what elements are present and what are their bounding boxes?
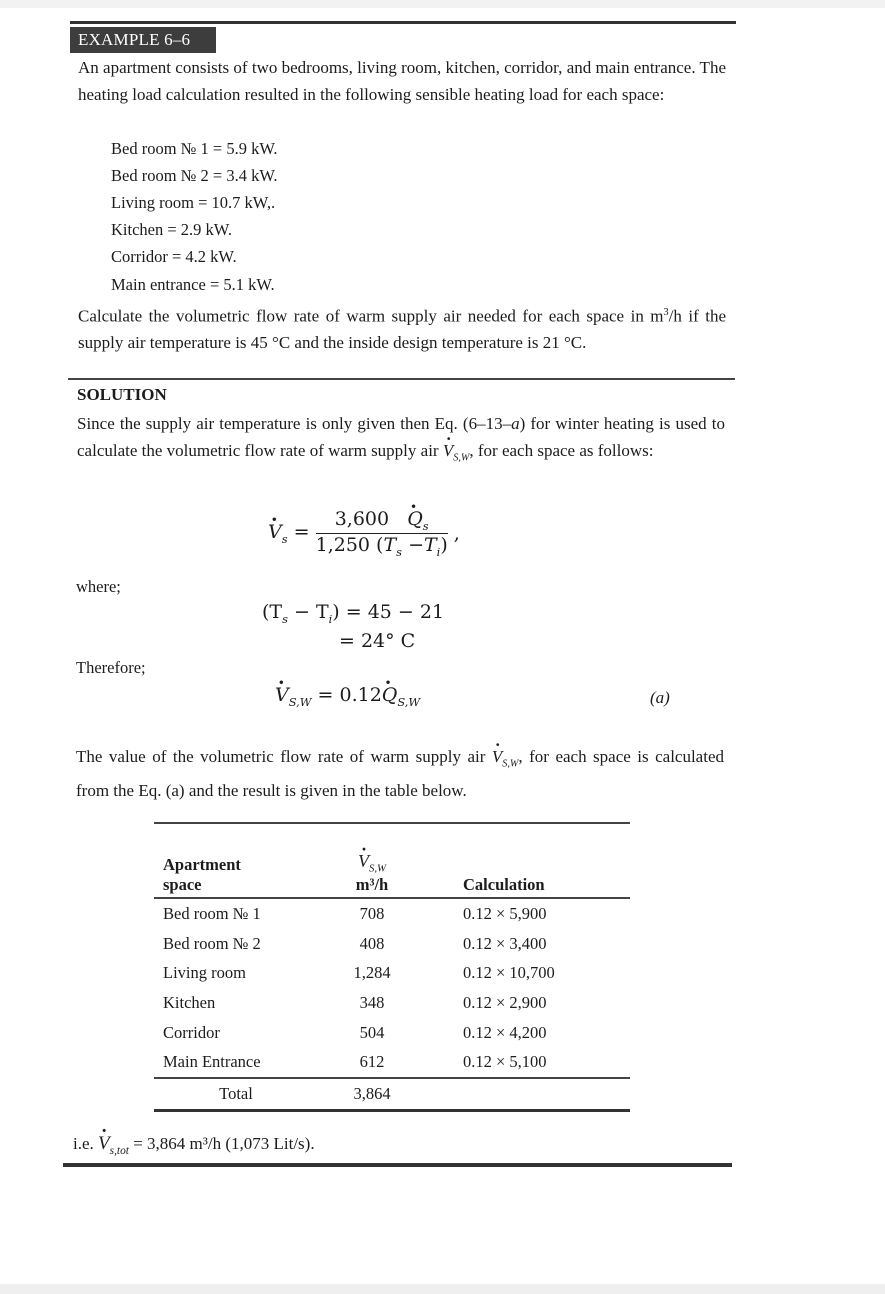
table-total-row: [154, 1079, 630, 1109]
header-flow: · $V_{S,W}$ m³/h: [309, 825, 435, 897]
load-item: Main entrance = 5.1 kW.: [111, 275, 275, 294]
table-top-rule: [154, 822, 630, 824]
example-intro: An apartment consists of two bedrooms, living room, kitchen, corridor, and main entrance. The heating load calculation resulted in the following sensible heating load for each space:: [78, 58, 726, 104]
flow-equation-a: · $V_{S,W} = 0.12\cdot Q_{S,W}$: [275, 684, 420, 709]
where-label: where;: [76, 577, 121, 596]
result-text-a: The value of the volumetric flow rate of warm supply air: [76, 747, 486, 766]
load-item: Corridor = 4.2 kW.: [111, 247, 237, 266]
solution-text-b: ) for winter heating is used to calculate the volumetric flow rate of warm supply air: [77, 414, 725, 460]
top-edge: [0, 0, 885, 8]
therefore-label: Therefore;: [76, 658, 146, 677]
table-row: Corridor 504 0.12 × 4,200: [163, 1022, 547, 1042]
results-table: [154, 825, 630, 1112]
load-item: Kitchen = 2.9 kW.: [111, 220, 232, 239]
header-space: Apartment space: [163, 855, 241, 894]
temperature-difference-line2: = 24° C: [339, 630, 416, 652]
load-item: Bed room № 1 = 5.9 kW.: [111, 139, 278, 158]
example-question: [78, 300, 726, 357]
eq1-comma: ,: [453, 522, 460, 545]
bottom-edge: [0, 1284, 885, 1294]
question-part-a: Calculate the volumetric flow rate of warm supply air needed for each space in m: [78, 306, 664, 326]
load-item: Bed room № 2 = 3.4 kW.: [111, 166, 278, 185]
table-row: Kitchen 348 0.12 × 2,900: [163, 992, 547, 1012]
example-label: EXAMPLE 6–6: [70, 27, 216, 53]
eq1-lhs: · $V_s$: [268, 521, 288, 546]
solution-text-a: Since the supply air temperature is only given then Eq. (6–13–: [77, 414, 512, 433]
vsw-symbol: · $V_{S,W}$: [443, 438, 470, 472]
vsw-symbol: · $V_{S,W}$: [492, 744, 519, 778]
conclusion-line: i.e. · $V_{s,tot} = 3,864$ m³/h (1,073 Lit/s).: [73, 1133, 315, 1157]
total-label: Total: [219, 1083, 253, 1103]
table-row: Main Entrance 612 0.12 × 5,100: [163, 1052, 547, 1072]
table-header-row: [154, 825, 630, 897]
table-row: Living room 1,284 0.12 × 10,700: [163, 963, 555, 983]
solution-text-c: , for each space as follows:: [469, 440, 654, 460]
eq1-numerator: $3,600 \cdot Q_s$: [316, 508, 448, 534]
total-value: 3,864: [353, 1083, 391, 1103]
table-row: Bed room № 1 708 0.12 × 5,900: [163, 903, 547, 923]
question-part-b: /h if the supply air temperature is 45 °C and the inside design temperature is 21 °C.: [78, 306, 726, 353]
flow-equation: · $V_s$ = $\frac{3,600 \cdot Q_s}{1,250 (T_s -T_i)}$ ,: [268, 508, 460, 559]
table-row: Bed room № 2 408 0.12 × 3,400: [163, 933, 547, 953]
header-calculation: Calculation: [463, 875, 545, 894]
solution-top-rule: [68, 378, 735, 380]
solution-heading: SOLUTION: [77, 385, 167, 404]
question-superscript: 3: [663, 307, 669, 318]
temperature-difference-line1: $(T_s - T_i) = 45 - 21$: [262, 601, 445, 626]
example-top-rule: [70, 21, 736, 24]
result-text-b: , for each space is calculated from the Eq. (a) and the result is given in the table below.: [76, 747, 724, 800]
result-paragraph: [76, 744, 724, 804]
equation-tag: (a): [650, 688, 670, 707]
eq1-denominator: 1,250 $(T_s -T_i)$: [315, 533, 448, 559]
load-item: Living room = 10.7 kW,.: [111, 193, 276, 212]
bottom-rule: [63, 1163, 732, 1167]
solution-paragraph: [77, 411, 725, 471]
solution-text-italic: a: [511, 414, 520, 433]
